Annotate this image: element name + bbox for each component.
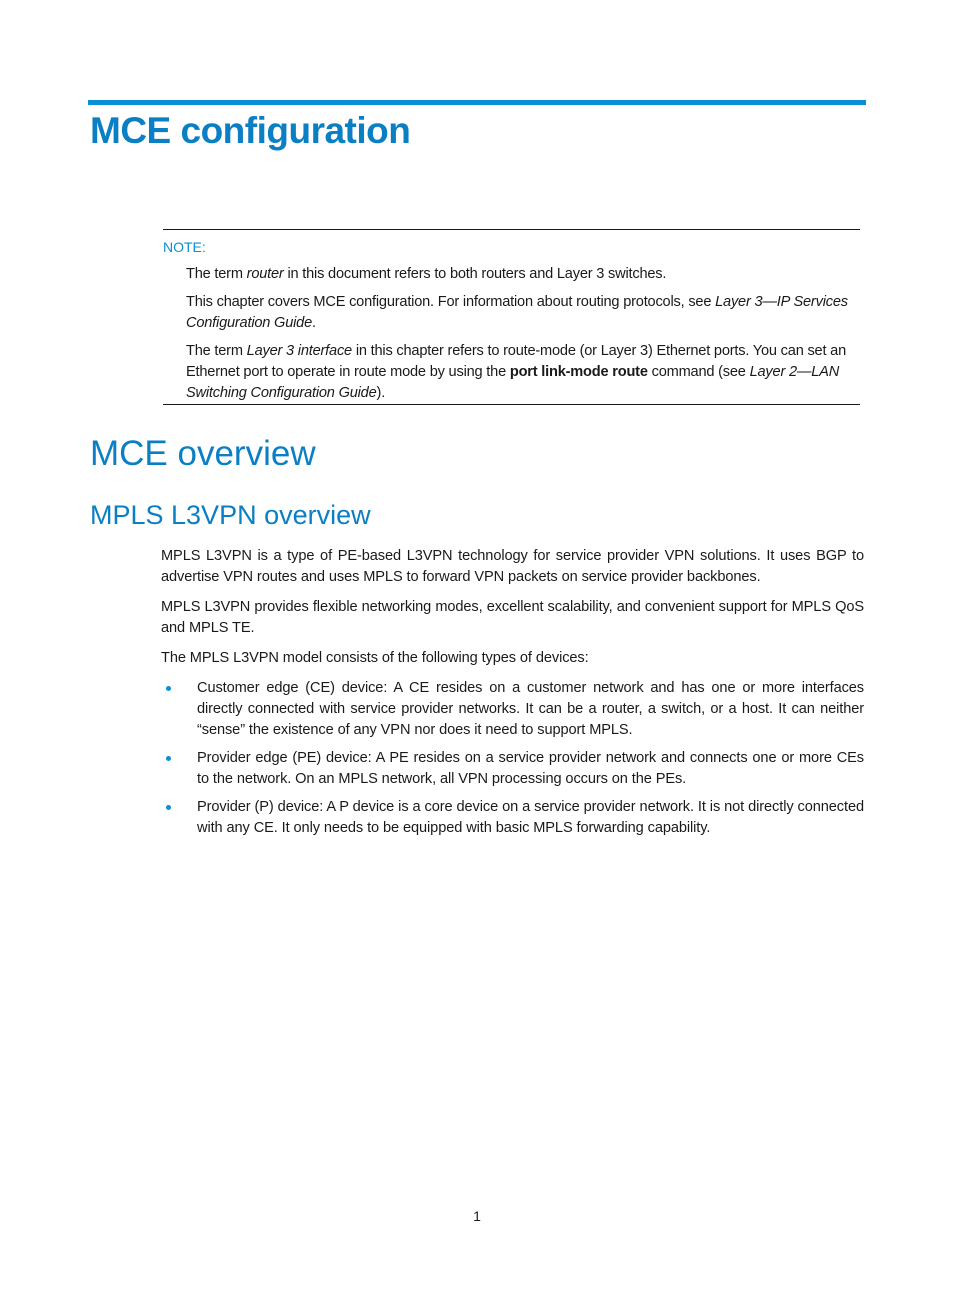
list-item: Provider edge (PE) device: A PE resides on a service provider network and connects one or more CEs to the network. On an MPLS network, all VPN processing occurs on the PEs.	[161, 748, 864, 790]
command-name: port link-mode route	[509, 364, 648, 380]
note-label: NOTE:	[163, 239, 206, 255]
bullet-dot-icon	[166, 686, 171, 691]
body-paragraph: The MPLS L3VPN model consists of the following types of devices:	[161, 650, 589, 666]
section-body	[161, 546, 864, 846]
body-paragraph: MPLS L3VPN provides flexible networking modes, excellent scalability, and convenient support for MPLS QoS and MPLS TE.	[161, 599, 864, 636]
body-paragraph: MPLS L3VPN is a type of PE-based L3VPN technology for service provider VPN solutions. It uses BGP to advertise VPN routes and uses MPLS to forward VPN packets on service provider backbones.	[161, 548, 864, 585]
list-item: Provider (P) device: A P device is a core device on a service provider network. It is not directly connected with any CE. It only needs to be equipped with basic MPLS forwarding capability.	[161, 797, 864, 839]
chapter-rule	[88, 100, 866, 105]
device-types-list	[161, 678, 864, 839]
guide-reference: Layer 2—LAN Switching Configuration Guide	[186, 364, 840, 401]
chapter-title: MCE configuration	[90, 110, 411, 151]
page-number: 1	[473, 1208, 481, 1224]
section-title: MCE overview	[90, 434, 316, 473]
list-item: Customer edge (CE) device: A CE resides on a customer network and has one or more interfaces directly connected with service provider networks. It can be a router, a switch, or a host. It can neither “sense” the existence of any VPN nor does it need to support MPLS.	[161, 678, 864, 741]
note-paragraph-2: This chapter covers MCE configuration. For information about routing protocols, see Layer 3—IP Services Configuration Guide.	[186, 294, 848, 331]
note-paragraph-3: The term Layer 3 interface in this chapter refers to route-mode (or Layer 3) Ethernet ports. You can set an Ethernet port to operate in route mode by using the port link-mode route command (see Layer 2—LAN Switching Configuration Guide).	[186, 343, 847, 401]
note-box	[163, 229, 860, 405]
bullet-dot-icon	[166, 756, 171, 761]
bullet-dot-icon	[166, 805, 171, 810]
note-paragraph-1: The term router in this document refers to both routers and Layer 3 switches.	[186, 266, 667, 282]
guide-reference: Layer 3—IP Services Configuration Guide	[186, 294, 848, 331]
subsection-title: MPLS L3VPN overview	[90, 500, 371, 530]
